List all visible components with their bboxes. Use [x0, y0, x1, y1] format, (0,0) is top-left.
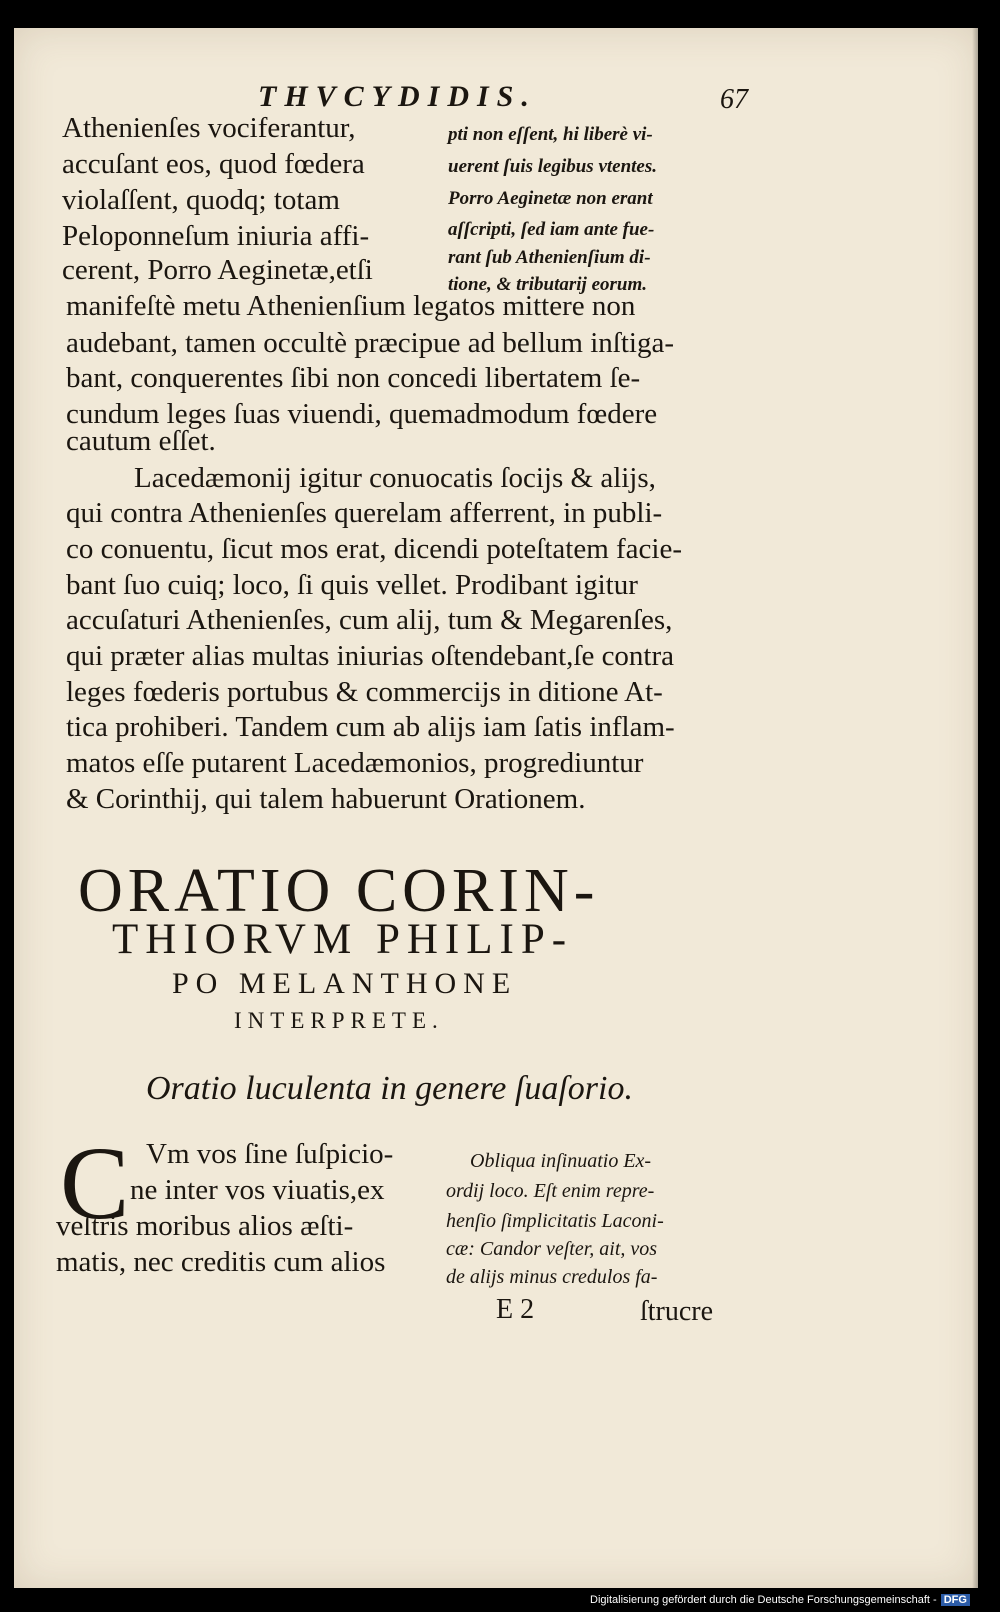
oration-heading-line: THIORVM PHILIP-	[112, 916, 574, 963]
margin-note-line: de alijs minus credulos fa-	[446, 1266, 658, 1288]
text-line: qui contra Athenienſes querelam afferrent, in publi-	[66, 497, 663, 529]
text-line: tica prohiberi. Tandem cum ab alijs iam ſatis inflam-	[66, 711, 675, 743]
text-line: manifeſtè metu Athenienſium legatos mittere non	[66, 290, 636, 322]
text-line: co conuentu, ſicut mos erat, dicendi poteſtatem facie-	[66, 533, 683, 565]
margin-note-line: pti non eſſent, hi liberè vi-	[448, 124, 653, 145]
text-line: violaſſent, quodq; totam	[62, 184, 340, 216]
catchword: ſtrucre	[640, 1296, 714, 1327]
margin-note-line: uerent ſuis legibus vtentes.	[448, 156, 658, 177]
margin-note-line: Porro Aeginetæ non erant	[448, 188, 653, 209]
text-line: cautum eſſet.	[66, 425, 216, 457]
margin-note-line: rant ſub Athenienſium di-	[448, 247, 651, 268]
text-line: Athenienſes vociferantur,	[62, 112, 356, 144]
text-line: bant ſuo cuiq; loco, ſi quis vellet. Prodibant igitur	[66, 569, 638, 601]
margin-note-line: Obliqua inſinuatio Ex-	[470, 1150, 652, 1172]
drop-cap: C	[60, 1126, 130, 1241]
margin-note-line: henſio ſimplicitatis Laconi-	[446, 1210, 664, 1232]
digitization-footer	[590, 1594, 970, 1606]
text-line: accuſant eos, quod fœdera	[62, 148, 365, 180]
text-line: Vm vos ſine ſuſpicio-	[146, 1138, 394, 1170]
text-line: audebant, tamen occultè præcipue ad bellum inſtiga-	[66, 327, 674, 359]
oration-heading-line: PO MELANTHONE	[172, 967, 518, 1000]
oration-heading-line: ORATIO CORIN-	[78, 857, 600, 925]
text-line: matos eſſe putarent Lacedæmonios, progrediuntur	[66, 747, 644, 779]
subheading: Oratio luculenta in genere ſuaſorio.	[146, 1070, 633, 1107]
text-line: accuſaturi Athenienſes, cum alij, tum & Megarenſes,	[66, 604, 673, 636]
text-line: & Corinthij, qui talem habuerunt Orationem.	[66, 783, 586, 815]
margin-note-line: aſſcripti, ſed iam ante fue-	[448, 219, 655, 240]
text-line: matis, nec creditis cum alios	[56, 1246, 386, 1278]
page-number: 67	[720, 84, 748, 115]
dfg-logo: DFG	[941, 1594, 970, 1606]
text-line: cundum leges ſuas viuendi, quemadmodum fœdere	[66, 398, 658, 430]
margin-note-line: tione, & tributarij eorum.	[448, 274, 648, 295]
footer-text: Digitalisierung gefördert durch die Deutsche Forschungsgemeinschaft -	[590, 1594, 937, 1606]
text-line: leges fœderis portubus & commercijs in ditione At-	[66, 676, 663, 708]
text-line: cerent, Porro Aeginetæ,etſi	[62, 254, 373, 286]
text-line: bant, conquerentes ſibi non concedi libertatem ſe-	[66, 362, 641, 394]
signature-mark: E 2	[496, 1294, 535, 1325]
text-line: ne inter vos viuatis,ex	[130, 1174, 385, 1206]
text-line: Lacedæmonij igitur conuocatis ſocijs & alijs,	[134, 462, 656, 494]
text-line: veſtris moribus alios æſti-	[56, 1210, 354, 1242]
margin-note-line: cæ: Candor veſter, ait, vos	[446, 1238, 658, 1260]
text-line: qui præter alias multas iniurias oſtendebant,ſe contra	[66, 640, 675, 672]
oration-heading-line: INTERPRETE.	[234, 1008, 444, 1033]
running-title: THVCYDIDIS.	[258, 80, 537, 113]
text-line: Peloponneſum iniuria affi-	[62, 220, 370, 252]
margin-note-line: ordij loco. Eſt enim repre-	[446, 1180, 655, 1202]
